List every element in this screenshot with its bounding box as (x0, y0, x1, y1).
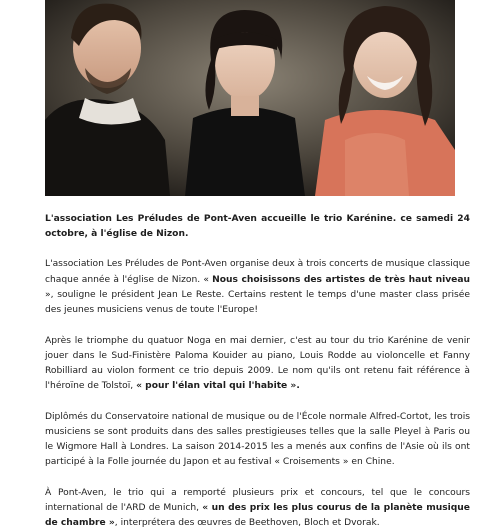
article-lede: L'association Les Préludes de Pont-Aven accueille le trio Karénine. ce samedi 24 octobre, à l'église de Nizon. (45, 214, 470, 240)
article (45, 212, 470, 531)
paragraph-emphasis: « un des prix les plus courus de la planète musique de chambre » (45, 502, 470, 529)
article-paragraph (45, 334, 470, 395)
article-paragraph (45, 410, 470, 471)
paragraph-text: Diplômés du Conservatoire national de musique ou de l'École normale Alfred-Cortot, les trois musiciens se sont produits dans des salles prestigieuses telles que la salle Pleyel à Paris ou le Wigmore Hall à Londres. La saison 2014-2015 les a menés aux confins de l'Asie où ils ont participé à la Folle journée du Japon et au festival « Croisements » en Chine. (45, 411, 470, 468)
paragraph-emphasis: Nous choisissons des artistes de très haut niveau (212, 274, 470, 285)
article-paragraph (45, 486, 470, 531)
paragraph-text: Après le triomphe du quatuor Noga en mai dernier, c'est au tour du trio Karénine de venir jouer dans le Sud-Finistère Paloma Kouider au piano, Louis Rodde au violoncelle et Fanny Robilliard au violon forment ce trio depuis 2009. Le nom qu'ils ont retenu fait référence à l'héroïne de Tolstoï, (45, 335, 470, 392)
article-paragraph (45, 257, 470, 318)
paragraph-text: À Pont-Aven, le trio qui a remporté plusieurs prix et concours, tel que le concours international de l'ARD de Munich, (45, 487, 470, 513)
paragraph-emphasis: « pour l'élan vital qui l'habite ». (136, 381, 300, 392)
paragraph-text: », souligne le président Jean Le Reste. Certains restent le temps d'une master class prisée des jeunes musiciens venus de toute l'Europe! (45, 289, 470, 316)
paragraph-text: L'association Les Préludes de Pont-Aven organise deux à trois concerts de musique classique chaque année à l'église de Nizon. « (45, 259, 470, 285)
trio-photo (45, 0, 455, 196)
paragraph-text: , interprétera des œuvres de Beethoven, Bloch et Dvorak. (114, 518, 380, 529)
